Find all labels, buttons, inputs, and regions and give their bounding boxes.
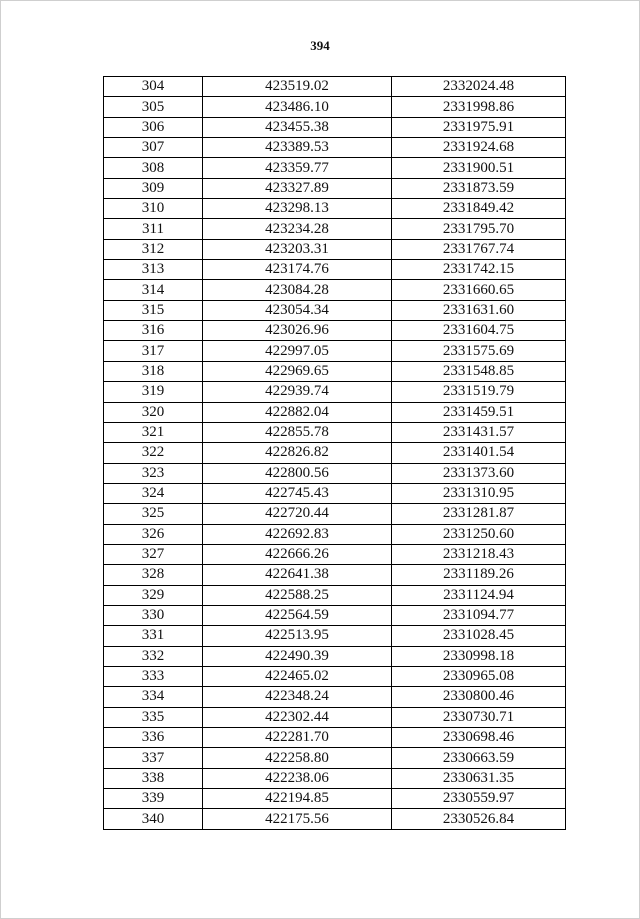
table-row bbox=[104, 199, 566, 219]
x-coordinate-cell: 422465.02 bbox=[203, 666, 392, 686]
x-coordinate-cell: 423389.53 bbox=[203, 138, 392, 158]
x-coordinate-cell: 423455.38 bbox=[203, 117, 392, 137]
y-coordinate-cell: 2331900.51 bbox=[392, 158, 566, 178]
y-coordinate-cell: 2330965.08 bbox=[392, 666, 566, 686]
table-row bbox=[104, 178, 566, 198]
y-coordinate-cell: 2331189.26 bbox=[392, 565, 566, 585]
y-coordinate-cell: 2331660.65 bbox=[392, 280, 566, 300]
point-number-cell: 329 bbox=[104, 585, 203, 605]
x-coordinate-cell: 422997.05 bbox=[203, 341, 392, 361]
x-coordinate-cell: 422641.38 bbox=[203, 565, 392, 585]
point-number-cell: 327 bbox=[104, 544, 203, 564]
x-coordinate-cell: 422692.83 bbox=[203, 524, 392, 544]
point-number-cell: 322 bbox=[104, 443, 203, 463]
point-number-cell: 313 bbox=[104, 260, 203, 280]
x-coordinate-cell: 423084.28 bbox=[203, 280, 392, 300]
page-number: 394 bbox=[310, 38, 330, 53]
y-coordinate-cell: 2331975.91 bbox=[392, 117, 566, 137]
y-coordinate-cell: 2330663.59 bbox=[392, 748, 566, 768]
point-number-cell: 311 bbox=[104, 219, 203, 239]
point-number-cell: 323 bbox=[104, 463, 203, 483]
point-number-cell: 310 bbox=[104, 199, 203, 219]
x-coordinate-cell: 423203.31 bbox=[203, 239, 392, 259]
point-number-cell: 308 bbox=[104, 158, 203, 178]
table-row bbox=[104, 728, 566, 748]
y-coordinate-cell: 2330526.84 bbox=[392, 809, 566, 829]
x-coordinate-cell: 422490.39 bbox=[203, 646, 392, 666]
point-number-cell: 317 bbox=[104, 341, 203, 361]
y-coordinate-cell: 2331548.85 bbox=[392, 361, 566, 381]
point-number-cell: 340 bbox=[104, 809, 203, 829]
table-row bbox=[104, 524, 566, 544]
point-number-cell: 316 bbox=[104, 321, 203, 341]
y-coordinate-cell: 2331631.60 bbox=[392, 300, 566, 320]
y-coordinate-cell: 2331431.57 bbox=[392, 422, 566, 442]
table-row bbox=[104, 219, 566, 239]
x-coordinate-cell: 422588.25 bbox=[203, 585, 392, 605]
table-row bbox=[104, 544, 566, 564]
y-coordinate-cell: 2331924.68 bbox=[392, 138, 566, 158]
table-row bbox=[104, 158, 566, 178]
table-row bbox=[104, 687, 566, 707]
y-coordinate-cell: 2331250.60 bbox=[392, 524, 566, 544]
point-number-cell: 320 bbox=[104, 402, 203, 422]
point-number-cell: 318 bbox=[104, 361, 203, 381]
point-number-cell: 331 bbox=[104, 626, 203, 646]
point-number-cell: 338 bbox=[104, 768, 203, 788]
y-coordinate-cell: 2330998.18 bbox=[392, 646, 566, 666]
table-row bbox=[104, 768, 566, 788]
x-coordinate-cell: 423026.96 bbox=[203, 321, 392, 341]
point-number-cell: 336 bbox=[104, 728, 203, 748]
table-row bbox=[104, 666, 566, 686]
table-row bbox=[104, 626, 566, 646]
y-coordinate-cell: 2330631.35 bbox=[392, 768, 566, 788]
point-number-cell: 314 bbox=[104, 280, 203, 300]
x-coordinate-cell: 422238.06 bbox=[203, 768, 392, 788]
y-coordinate-cell: 2331998.86 bbox=[392, 97, 566, 117]
x-coordinate-cell: 422969.65 bbox=[203, 361, 392, 381]
point-number-cell: 312 bbox=[104, 239, 203, 259]
table-row bbox=[104, 361, 566, 381]
x-coordinate-cell: 423359.77 bbox=[203, 158, 392, 178]
x-coordinate-cell: 422564.59 bbox=[203, 605, 392, 625]
table-row bbox=[104, 422, 566, 442]
table-row bbox=[104, 809, 566, 829]
point-number-cell: 304 bbox=[104, 77, 203, 97]
point-number-cell: 337 bbox=[104, 748, 203, 768]
point-number-cell: 333 bbox=[104, 666, 203, 686]
point-number-cell: 335 bbox=[104, 707, 203, 727]
point-number-cell: 315 bbox=[104, 300, 203, 320]
x-coordinate-cell: 423486.10 bbox=[203, 97, 392, 117]
coordinate-table-body bbox=[104, 77, 566, 830]
y-coordinate-cell: 2331124.94 bbox=[392, 585, 566, 605]
x-coordinate-cell: 422302.44 bbox=[203, 707, 392, 727]
point-number-cell: 306 bbox=[104, 117, 203, 137]
table-row bbox=[104, 646, 566, 666]
table-row bbox=[104, 321, 566, 341]
point-number-cell: 307 bbox=[104, 138, 203, 158]
x-coordinate-cell: 422826.82 bbox=[203, 443, 392, 463]
y-coordinate-cell: 2332024.48 bbox=[392, 77, 566, 97]
x-coordinate-cell: 422281.70 bbox=[203, 728, 392, 748]
y-coordinate-cell: 2331218.43 bbox=[392, 544, 566, 564]
point-number-cell: 339 bbox=[104, 789, 203, 809]
table-row bbox=[104, 443, 566, 463]
table-row bbox=[104, 260, 566, 280]
point-number-cell: 325 bbox=[104, 504, 203, 524]
y-coordinate-cell: 2331281.87 bbox=[392, 504, 566, 524]
table-row bbox=[104, 463, 566, 483]
table-row bbox=[104, 605, 566, 625]
y-coordinate-cell: 2330698.46 bbox=[392, 728, 566, 748]
table-row bbox=[104, 300, 566, 320]
y-coordinate-cell: 2331094.77 bbox=[392, 605, 566, 625]
y-coordinate-cell: 2331401.54 bbox=[392, 443, 566, 463]
y-coordinate-cell: 2330800.46 bbox=[392, 687, 566, 707]
y-coordinate-cell: 2331310.95 bbox=[392, 483, 566, 503]
x-coordinate-cell: 423054.34 bbox=[203, 300, 392, 320]
table-row bbox=[104, 504, 566, 524]
table-row bbox=[104, 138, 566, 158]
point-number-cell: 334 bbox=[104, 687, 203, 707]
y-coordinate-cell: 2330559.97 bbox=[392, 789, 566, 809]
x-coordinate-cell: 423519.02 bbox=[203, 77, 392, 97]
table-row bbox=[104, 239, 566, 259]
y-coordinate-cell: 2331604.75 bbox=[392, 321, 566, 341]
y-coordinate-cell: 2331459.51 bbox=[392, 402, 566, 422]
x-coordinate-cell: 423234.28 bbox=[203, 219, 392, 239]
table-row bbox=[104, 585, 566, 605]
x-coordinate-cell: 422348.24 bbox=[203, 687, 392, 707]
x-coordinate-cell: 422720.44 bbox=[203, 504, 392, 524]
y-coordinate-cell: 2331519.79 bbox=[392, 382, 566, 402]
x-coordinate-cell: 422194.85 bbox=[203, 789, 392, 809]
point-number-cell: 321 bbox=[104, 422, 203, 442]
table-row bbox=[104, 402, 566, 422]
point-number-cell: 324 bbox=[104, 483, 203, 503]
y-coordinate-cell: 2331742.15 bbox=[392, 260, 566, 280]
table-row bbox=[104, 748, 566, 768]
table-row bbox=[104, 341, 566, 361]
x-coordinate-cell: 422939.74 bbox=[203, 382, 392, 402]
x-coordinate-cell: 423174.76 bbox=[203, 260, 392, 280]
point-number-cell: 328 bbox=[104, 565, 203, 585]
x-coordinate-cell: 423298.13 bbox=[203, 199, 392, 219]
coordinate-table bbox=[103, 76, 566, 830]
table-row bbox=[104, 97, 566, 117]
table-row bbox=[104, 707, 566, 727]
x-coordinate-cell: 422882.04 bbox=[203, 402, 392, 422]
y-coordinate-cell: 2330730.71 bbox=[392, 707, 566, 727]
y-coordinate-cell: 2331873.59 bbox=[392, 178, 566, 198]
point-number-cell: 309 bbox=[104, 178, 203, 198]
point-number-cell: 305 bbox=[104, 97, 203, 117]
point-number-cell: 319 bbox=[104, 382, 203, 402]
x-coordinate-cell: 423327.89 bbox=[203, 178, 392, 198]
table-row bbox=[104, 483, 566, 503]
table-row bbox=[104, 382, 566, 402]
y-coordinate-cell: 2331849.42 bbox=[392, 199, 566, 219]
x-coordinate-cell: 422800.56 bbox=[203, 463, 392, 483]
table-row bbox=[104, 280, 566, 300]
point-number-cell: 330 bbox=[104, 605, 203, 625]
table-row bbox=[104, 77, 566, 97]
point-number-cell: 332 bbox=[104, 646, 203, 666]
table-row bbox=[104, 565, 566, 585]
x-coordinate-cell: 422745.43 bbox=[203, 483, 392, 503]
x-coordinate-cell: 422666.26 bbox=[203, 544, 392, 564]
point-number-cell: 326 bbox=[104, 524, 203, 544]
table-row bbox=[104, 789, 566, 809]
x-coordinate-cell: 422258.80 bbox=[203, 748, 392, 768]
y-coordinate-cell: 2331575.69 bbox=[392, 341, 566, 361]
y-coordinate-cell: 2331795.70 bbox=[392, 219, 566, 239]
x-coordinate-cell: 422175.56 bbox=[203, 809, 392, 829]
table-row bbox=[104, 117, 566, 137]
y-coordinate-cell: 2331028.45 bbox=[392, 626, 566, 646]
y-coordinate-cell: 2331767.74 bbox=[392, 239, 566, 259]
x-coordinate-cell: 422513.95 bbox=[203, 626, 392, 646]
x-coordinate-cell: 422855.78 bbox=[203, 422, 392, 442]
y-coordinate-cell: 2331373.60 bbox=[392, 463, 566, 483]
